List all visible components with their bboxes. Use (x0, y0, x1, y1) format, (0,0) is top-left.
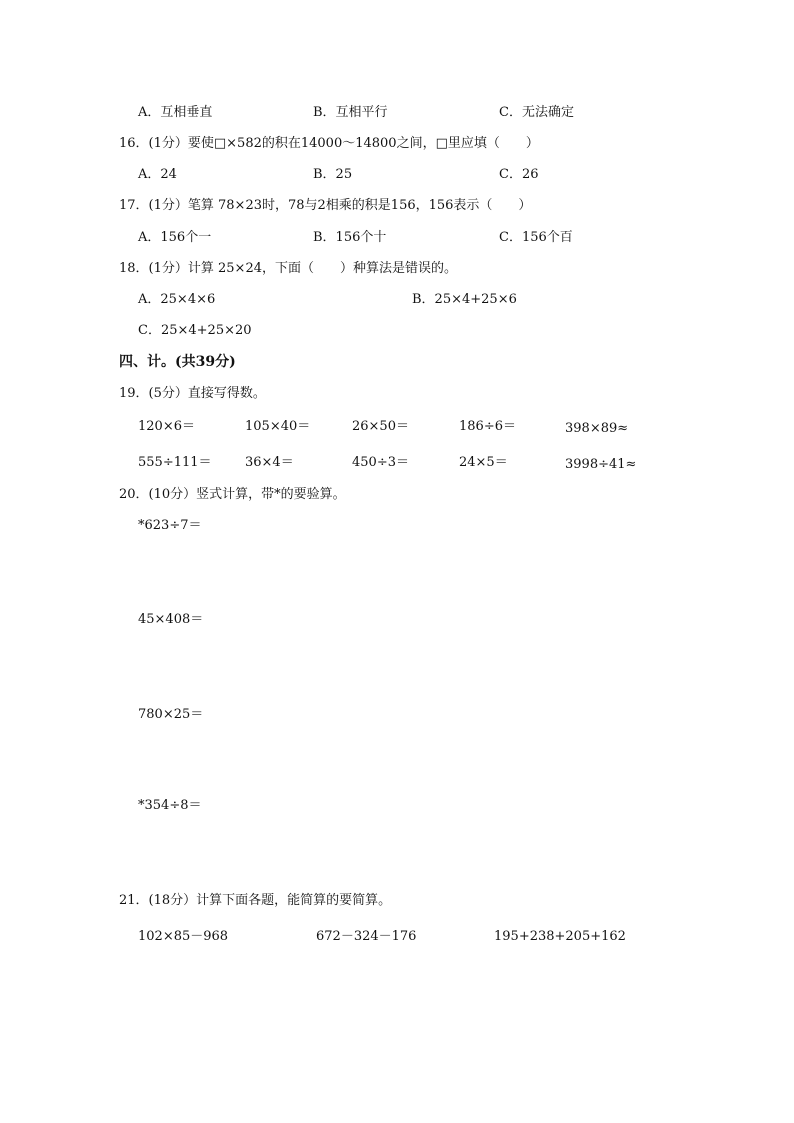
q21-stem: 21．(18分）计算下面各题，能简算的要简算。 (119, 893, 392, 908)
q17-option-a: A．156个一 (138, 230, 212, 245)
q15-option-c: C．无法确定 (499, 105, 574, 120)
q15-option-b: B．互相平行 (313, 105, 388, 120)
section-title: 四、计。(共39分) (119, 354, 236, 370)
q19-row2-item: 450÷3＝ (352, 455, 409, 470)
q20-item: *354÷8＝ (138, 798, 202, 813)
q16-option-b: B．25 (313, 167, 353, 182)
q20-item: *623÷7＝ (138, 518, 202, 533)
q17-option-b: B．156个十 (313, 230, 387, 245)
q19-row2-item: 24×5＝ (459, 455, 508, 470)
q18-option-c: C．25×4+25×20 (138, 323, 252, 338)
q21-item: 672－324－176 (316, 929, 417, 944)
q19-row1-item: 398×89≈ (565, 421, 629, 436)
q18-stem: 18．(1分）计算 25×24，下面（ ）种算法是错误的。 (119, 261, 457, 276)
q19-row2-item: 555÷111＝ (138, 455, 212, 470)
q19-row1-item: 26×50＝ (352, 419, 409, 434)
q16-option-c: C．26 (499, 167, 539, 182)
q20-item: 780×25＝ (138, 707, 204, 722)
q19-row1-item: 186÷6＝ (459, 419, 516, 434)
q15-option-a: A．互相垂直 (138, 105, 213, 120)
q17-stem: 17．(1分）笔算 78×23时，78与2相乘的积是156，156表示（ ） (119, 198, 532, 213)
q16-stem: 16．(1分）要使□×582的积在14000～14800之间，□里应填（ ） (119, 136, 539, 151)
q18-option-b: B．25×4+25×6 (412, 292, 517, 307)
q21-item: 102×85－968 (138, 929, 229, 944)
q17-option-c: C．156个百 (499, 230, 573, 245)
q19-row2-item: 36×4＝ (245, 455, 294, 470)
q21-item: 195+238+205+162 (494, 929, 626, 944)
q20-item: 45×408＝ (138, 612, 204, 627)
q16-option-a: A．24 (138, 167, 177, 182)
q20-stem: 20．(10分）竖式计算，带*的要验算。 (119, 487, 346, 502)
q19-stem: 19．(5分）直接写得数。 (119, 386, 266, 401)
q18-option-a: A．25×4×6 (138, 292, 216, 307)
q19-row1-item: 105×40＝ (245, 419, 311, 434)
q19-row1-item: 120×6＝ (138, 419, 195, 434)
q19-row2-item: 3998÷41≈ (565, 457, 637, 472)
